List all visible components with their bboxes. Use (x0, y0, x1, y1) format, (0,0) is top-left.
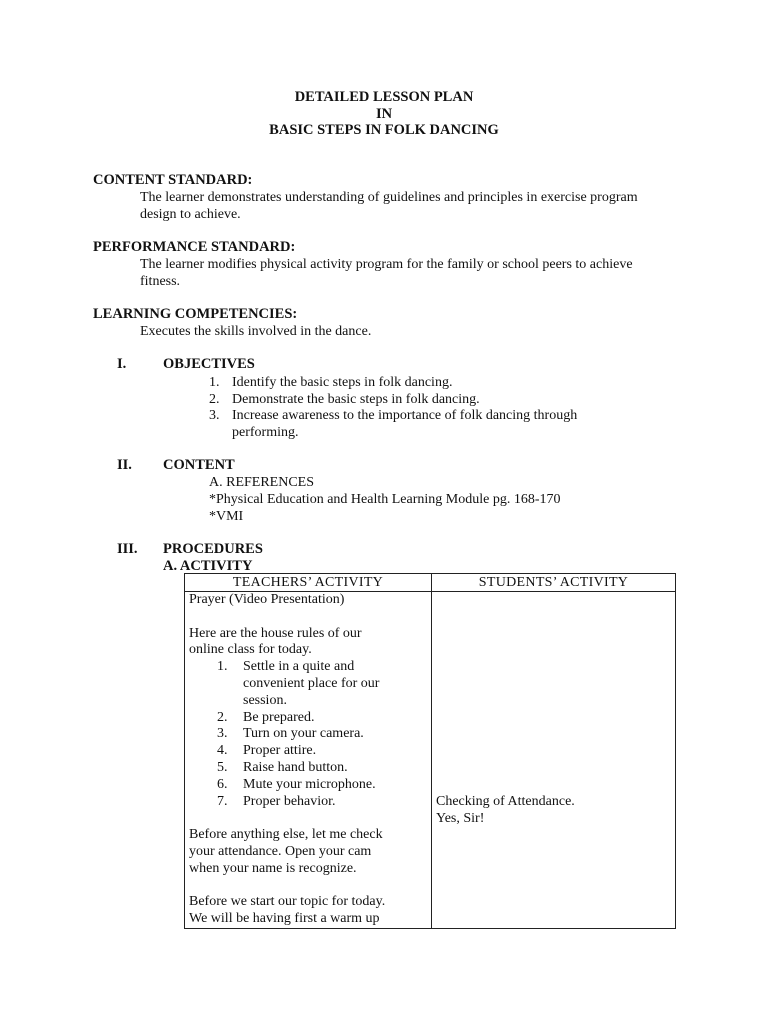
list-item: 5. Raise hand button. (217, 759, 348, 775)
procedures-numeral: III. (117, 541, 138, 557)
objectives-heading: OBJECTIVES (163, 356, 255, 372)
students-activity-header: STUDENTS’ ACTIVITY (432, 574, 676, 592)
list-item: 4. Proper attire. (217, 743, 317, 759)
objective-item (209, 407, 577, 424)
content-numeral: II. (117, 457, 132, 473)
performance-standard-heading: PERFORMANCE STANDARD: (93, 239, 296, 255)
attendance-text: when your name is recognize. (189, 860, 357, 876)
activity-subheading: A. ACTIVITY (163, 558, 253, 574)
attendance-text: Before anything else, let me check (189, 827, 383, 843)
learning-competencies-text: Executes the skills involved in the dance. (140, 324, 372, 339)
list-item: 7. Proper behavior. (217, 793, 336, 809)
objective-number: 2. (209, 392, 220, 407)
list-item: 3. Turn on your camera. (217, 726, 364, 742)
objectives-numeral: I. (117, 356, 127, 372)
table-row (185, 592, 676, 929)
student-response: Yes, Sir! (436, 810, 485, 826)
procedures-heading: PROCEDURES (163, 541, 263, 557)
rules-intro: Here are the house rules of our (189, 625, 362, 641)
doc-title-line2: IN (375, 106, 393, 122)
performance-standard-text: The learner modifies physical activity program for the family or school peers to achieve fitness. (140, 257, 633, 289)
objective-item (209, 391, 480, 408)
students-activity-cell (432, 592, 676, 929)
learning-competencies-heading: LEARNING COMPETENCIES: (93, 306, 298, 322)
reference-item: *Physical Education and Health Learning Module pg. 168-170 (209, 492, 561, 507)
objective-text: Identify the basic steps in folk dancing. (232, 375, 453, 390)
warmup-text: Before we start our topic for today. (189, 894, 386, 910)
list-item: 1. Settle in a quite and convenient place for our session. (217, 659, 380, 708)
objective-number: 3. (209, 408, 220, 423)
teachers-activity-cell (185, 592, 432, 929)
attendance-text: your attendance. Open your cam (189, 843, 372, 859)
content-heading: CONTENT (163, 457, 235, 473)
content-standard-text: The learner demonstrates understanding of guidelines and principles in exercise program design to achieve. (140, 190, 638, 222)
objective-text: Increase awareness to the importance of folk dancing through (232, 408, 578, 423)
table-header-row (185, 574, 676, 592)
teachers-activity-header: TEACHERS’ ACTIVITY (185, 574, 432, 592)
prayer-text: Prayer (Video Presentation) (189, 592, 345, 607)
objective-text: Demonstrate the basic steps in folk dancing. (232, 392, 480, 407)
list-item: 2. Be prepared. (217, 709, 315, 725)
house-rules-list (189, 659, 427, 810)
references-label: A. REFERENCES (209, 475, 315, 490)
warmup-text: We will be having first a warm up (189, 911, 380, 927)
list-item: 6. Mute your microphone. (217, 776, 376, 792)
doc-title-line3: BASIC STEPS IN FOLK DANCING (269, 122, 499, 138)
rules-intro: online class for today. (189, 642, 312, 658)
objective-number: 1. (209, 375, 220, 390)
objective-item (209, 374, 452, 391)
reference-item: *VMI (209, 509, 244, 524)
student-response: Checking of Attendance. (436, 794, 575, 809)
objective-text-continuation: performing. (232, 425, 299, 440)
activity-table (184, 573, 676, 929)
content-standard-heading: CONTENT STANDARD: (93, 172, 253, 188)
doc-title-line1: DETAILED LESSON PLAN (294, 89, 474, 105)
